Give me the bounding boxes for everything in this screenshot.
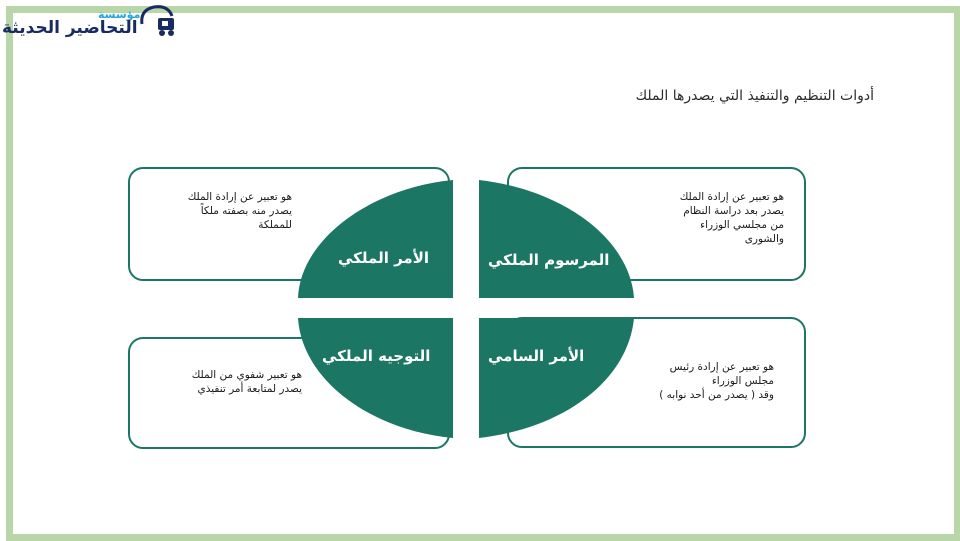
desc-royal-order [132,190,292,232]
slide-title: أدوات التنظيم والتنفيذ التي يصدرها الملك [635,88,874,104]
logo-top-text: مؤسسة [98,8,141,21]
desc-line: هو تعبير عن إرادة الملك [679,191,784,203]
label-high-order: الأمر السامي [488,347,585,365]
label-royal-decree: المرسوم الملكي [488,251,610,269]
logo-main-text: التحاضير الحديثة [2,18,138,38]
desc-line: مجلس الوزراء [711,375,774,387]
desc-line: يصدر بعد دراسة النظام [683,205,784,217]
label-royal-order: الأمر الملكي [338,249,430,267]
desc-royal-decree [624,190,784,246]
desc-line: من مجلسي الوزراء [700,219,784,231]
desc-line: يصدر لمتابعة أمر تنفيذي [197,383,302,395]
quadrant-top-right [479,180,634,298]
desc-high-order [604,360,774,402]
quadrant-bottom-left [298,318,453,438]
desc-line: هو تعبير شفوي من الملك [191,369,302,381]
label-royal-directive: التوجيه الملكي [322,347,431,365]
desc-line: يصدر منه بصفته ملكاً [200,205,292,217]
desc-line: هو تعبير عن إرادة الملك [187,191,292,203]
quadrant-top-left [298,180,453,298]
desc-line: هو تعبير عن إرادة رئيس [669,361,774,373]
desc-line: وقد ( يصدر من أحد نوابه ) [659,389,774,401]
desc-royal-directive [132,368,302,396]
desc-line: والشورى [744,233,784,245]
desc-line: للمملكة [258,219,292,231]
